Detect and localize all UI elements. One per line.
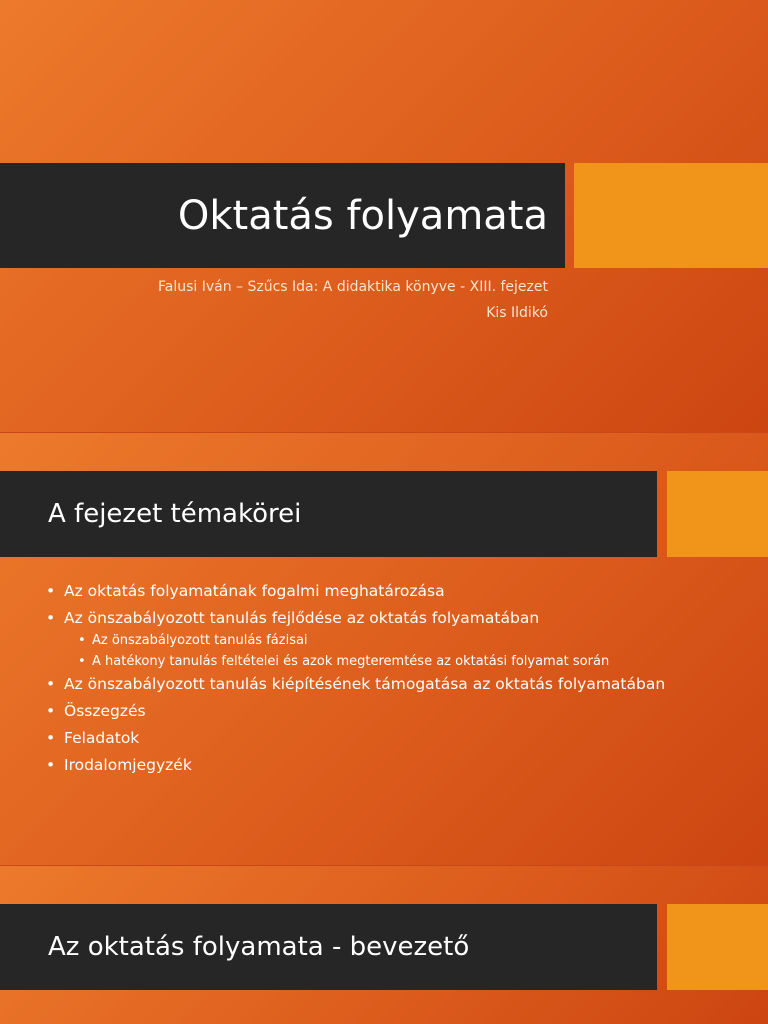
subtitle-source: Falusi Iván – Szűcs Ida: A didaktika könyve - XIII. fejezet [157, 279, 548, 295]
slide-title [0, 0, 768, 432]
slide-heading: A fejezet témakörei [48, 499, 302, 529]
accent-block [574, 163, 768, 268]
sub-list-item: • A hatékony tanulás feltételei és azok megteremtése az oktatási folyamat során [46, 653, 746, 671]
list-item: • Feladatok [46, 728, 746, 748]
slide-title-text: Oktatás folyamata [177, 193, 548, 239]
list-item: • Az önszabályozott tanulás fejlődése az oktatás folyamatában [46, 608, 746, 628]
accent-block [667, 471, 768, 557]
accent-block [667, 904, 768, 990]
list-item: • Összegzés [46, 701, 746, 721]
list-item: • Irodalomjegyzék [46, 755, 746, 775]
slide-heading: Az oktatás folyamata - bevezető [48, 932, 470, 962]
sub-list-item: • Az önszabályozott tanulás fázisai [46, 632, 746, 650]
subtitle-author: Kis Ildikó [486, 305, 548, 321]
slide-introduction [0, 866, 768, 1024]
list-item: • Az önszabályozott tanulás kiépítésének támogatása az oktatás folyamatában [46, 674, 746, 694]
slide-topics [0, 433, 768, 865]
topic-list [46, 581, 746, 782]
list-item: • Az oktatás folyamatának fogalmi meghatározása [46, 581, 746, 601]
